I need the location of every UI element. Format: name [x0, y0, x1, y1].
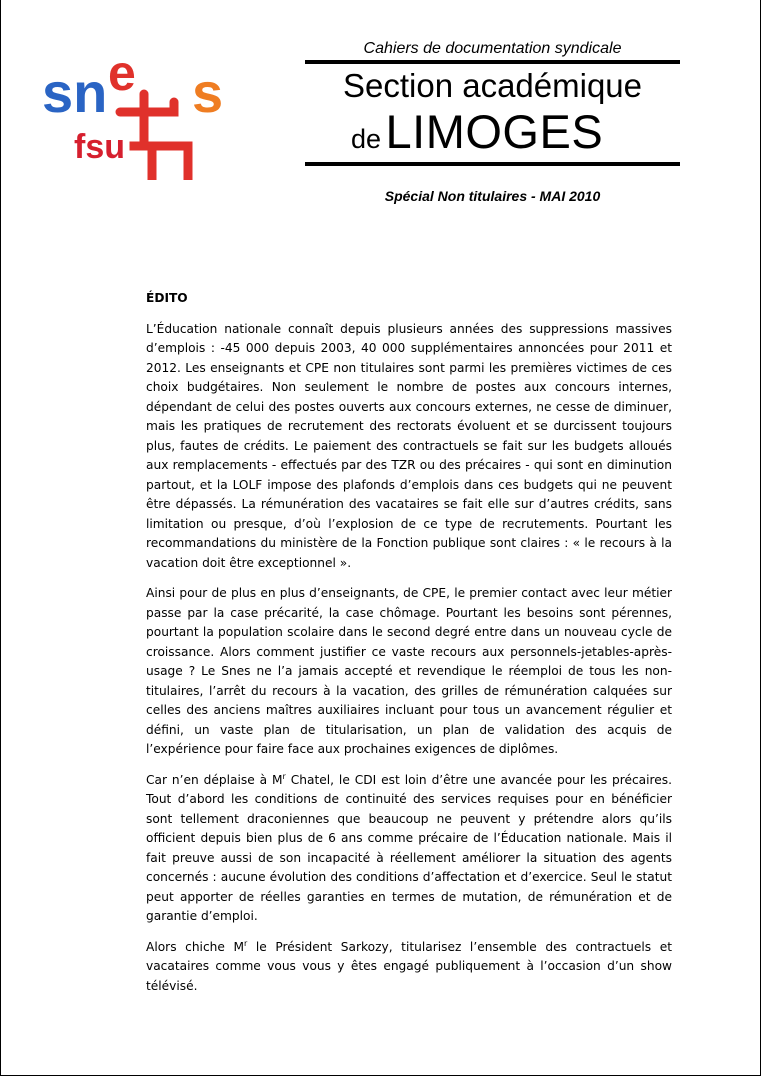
special-issue-subtitle: Spécial Non titulaires - MAI 2010 [384, 188, 601, 204]
edito-paragraph-4 [146, 938, 672, 997]
edito-paragraph-3 [146, 771, 672, 927]
section-title-city: LIMOGES [385, 105, 604, 158]
header-rule-top [305, 60, 680, 64]
p3-text-b: Chatel, le CDI est loin d’être une avancée pour les précaires. Tout d’abord les conditions de continuité des services requises pour en bénéficier sont tellement draconiennes que beaucoup ne peuvent y prétendre alors qu’ils officient depuis bien plus de 6 ans comme précaire de l’Éducation nationale. Mais il fait preuve aussi de son incapacité à réellement améliorer la situation des agents concernés : aucune évolution des conditions d’affectation et d’exercice. Seul le statut peut apporter de réelles garanties en termes de mutation, de rémunération et de garantie d’emploi. [146, 772, 672, 923]
snes-fsu-logo [40, 50, 240, 180]
snes-fsu-logo-graphic [40, 50, 240, 180]
edito-heading: ÉDITO [146, 291, 188, 305]
svg-text:s: s [192, 61, 224, 124]
header-rule-bottom [305, 162, 680, 166]
section-title-line1: Section académique [342, 67, 643, 104]
svg-text:sn: sn [42, 61, 108, 124]
svg-text:fsu: fsu [74, 128, 125, 166]
p4-superscript: r [243, 938, 248, 948]
p4-text-a: Alors chiche M [146, 939, 244, 954]
section-title-line2 [305, 106, 680, 158]
publication-header [305, 38, 680, 166]
svg-text:e: e [108, 50, 136, 101]
section-title-prefix: de [351, 124, 382, 154]
series-title: Cahiers de documentation syndicale [363, 40, 622, 57]
edito-paragraph-1: L’Éducation nationale connaît depuis plusieurs années des suppressions massives d’emplois : -45 000 depuis 2003, 40 000 supplémentaires annoncées pour 2011 et 2012. Les enseignants et CPE non titulaires sont parmi les premières victimes de ces choix budgétaires. Non seulement le nombre de postes aux concours internes, dépendant de celui des postes ouverts aux concours externes, ne cesse de diminuer, mais les pratiques de recrutement des rectorats évoluent et se durcissent toujours plus, fautes de crédits. Le paiement des contractuels se fait sur les budgets alloués aux remplacements - effectués par des TZR ou des précaires - qui sont en diminution partout, et la LOLF impose des plafonds d’emplois dans ces budgets qui ne peuvent être dépassés. La rémunération des vacataires se fait elle sur d’autres crédits, sans limitation ou presque, d’où l’explosion de ce type de recrutements. Pourtant les recommandations du ministère de la Fonction publique sont claires : « le recours à la vacation doit être exceptionnel ». [146, 321, 672, 570]
edito-paragraph-2: Ainsi pour de plus en plus d’enseignants, de CPE, le premier contact avec leur métier passe par la case précarité, la case chômage. Pourtant les besoins sont pérennes, pourtant la population scolaire dans le second degré entre dans un nouveau cycle de croissance. Alors comment justifier ce vaste recours aux personnels-jetables-après-usage ? Le Snes ne l’a jamais accepté et revendique le réemploi de tous les non-titulaires, l’arrêt du recours à la vacation, des grilles de rémunération calquées sur celles des anciens maîtres auxiliaires incluant pour tous un avancement régulier et défini, un vaste plan de titularisation, un plan de validation des acquis de l’expérience pour faire face aux prochaines exigences de diplômes. [146, 586, 672, 756]
p3-text-a: Car n’en déplaise à M [146, 772, 283, 787]
p3-superscript: r [282, 771, 286, 781]
edito-content [146, 289, 672, 1007]
p4-text-b: le Président Sarkozy, titularisez l’ensemble des contractuels et vacataires comme vous vous y êtes engagé publiquement à l’occasion d’un show télévisé. [146, 939, 672, 993]
